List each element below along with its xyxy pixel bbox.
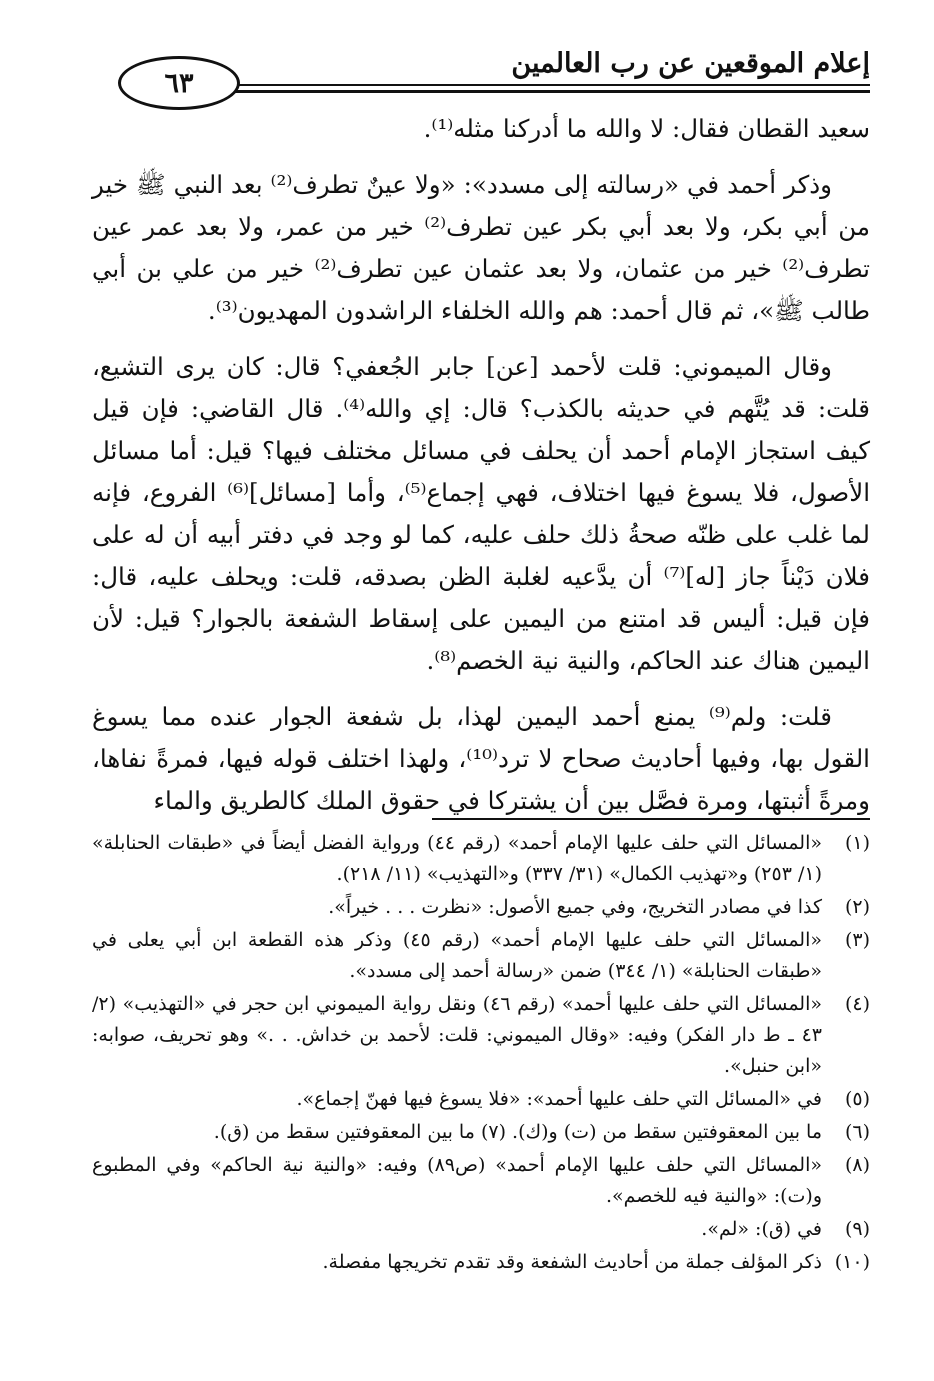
footnote-number: (١٠) xyxy=(834,1251,870,1273)
running-title: إعلام الموقعين عن رب العالمين xyxy=(511,48,870,79)
footnote xyxy=(92,925,870,987)
footnote-text: ما بين المعقوفتين سقط من (ت) و(ك). (٧) ما بين المعقوفتين سقط من (ق). xyxy=(213,1121,822,1143)
footnote xyxy=(92,1084,870,1115)
footnotes xyxy=(92,828,870,1280)
footnote xyxy=(92,892,870,923)
footnote xyxy=(92,989,870,1082)
footnote-text: «المسائل التي حلف عليها الإمام أحمد» (رقم ٤٥) وذكر هذه القطعة ابن أبي يعلى في «طبقات الحنابلة» (١/ ٣٤٤) ضمن «رسالة أحمد إلى مسدد». xyxy=(92,929,823,982)
footnote xyxy=(92,1214,870,1245)
footnote-text: «المسائل التي حلف عليها أحمد» (رقم ٤٦) ونقل رواية الميموني ابن حجر في «التهذيب» (٢/ ٤٣ ـ ط دار الفكر) وفيه: «وقال الميموني: قلت: لأحمد بن خداش. . .» وهو تحريف، صوابه: «ابن حنبل». xyxy=(92,993,823,1077)
footnote-number: (٣) xyxy=(844,929,870,951)
footnote-number: (١) xyxy=(844,832,870,854)
main-text xyxy=(92,108,870,836)
footnote-number: (٥) xyxy=(844,1088,870,1110)
paragraph: سعيد القطان فقال: لا والله ما أدركنا مثله⁽¹⁾. xyxy=(423,114,870,143)
footnote xyxy=(92,1117,870,1148)
paragraph: وقال الميموني: قلت لأحمد [عن] جابر الجُعفي؟ قال: كان يرى التشيع، قلت: قد يُتَّهم في حديثه بالكذب؟ قال: إي والله⁽⁴⁾. قال القاضي: فإن قيل كيف استجاز الإمام أحمد أن يحلف في مسائل مختلف فيها؟ قيل: أما مسائل الأصول، فلا يسوغ فيها اختلاف، فهي إجماع⁽⁵⁾، وأما [مسائل]⁽⁶⁾ الفروع، فإنه لما غلب على ظنّه صحةُ ذلك حلف عليه، كما لو وجد في دفتر أبيه أن له على فلان دَيْناً جاز [له]⁽⁷⁾ أن يدَّعيه لغلبة الظن بصدقه، قلت: ويحلف عليه، قال: فإن قيل: أليس قد امتنع من اليمين على إسقاط الشفعة بالجوار؟ قيل: لأن اليمين هناك عند الحاكم، والنية نية الخصم⁽⁸⁾. xyxy=(92,352,871,675)
paragraph: وذكر أحمد في «رسالته إلى مسدد»: «ولا عينٌ تطرف⁽²⁾ بعد النبي ﷺ خير من أبي بكر، ولا بعد أبي بكر عين تطرف⁽²⁾ خير من عمر، ولا بعد عمر عين تطرف⁽²⁾ خير من عثمان، ولا بعد عثمان عين تطرف⁽²⁾ خير من علي بن أبي طالب ﷺ»، ثم قال أحمد: هم والله الخلفاء الراشدون المهديون⁽³⁾. xyxy=(92,170,871,325)
paragraph: قلت: ولم⁽⁹⁾ يمنع أحمد اليمين لهذا، بل شفعة الجوار عنده مما يسوغ القول بها، وفيها أحاديث صحاح لا ترد⁽¹⁰⁾، ولهذا اختلف قوله فيها، فمرةً نفاها، ومرةً أثبتها، ومرة فصَّل بين أن يشتركا في حقوق الملك كالطريق والماء xyxy=(92,702,870,815)
footnote-number: (٤) xyxy=(844,993,870,1015)
footnote-text: في (ق): «لم». xyxy=(701,1218,822,1240)
footnote-separator xyxy=(432,818,870,820)
footnote xyxy=(92,828,870,890)
footnote-text: «المسائل التي حلف عليها الإمام أحمد» (رقم ٤٤) ورواية الفضل أيضاً في «طبقات الحنابلة» (١/ ٢٥٣) و«تهذيب الكمال» (٣١/ ٣٣٧) و«التهذيب» (١١/ ٢١٨). xyxy=(92,832,822,885)
footnote-number: (٩) xyxy=(844,1218,870,1240)
header-rule xyxy=(132,84,870,86)
footnote-text: في «المسائل التي حلف عليها أحمد»: «فلا يسوغ فيها فهنّ إجماع». xyxy=(296,1088,822,1110)
footnote-text: كذا في مصادر التخريج، وفي جميع الأصول: «نظرت . . . خيراً». xyxy=(328,896,822,918)
footnote-number: (٢) xyxy=(844,896,870,918)
footnote-number: (٦) xyxy=(844,1121,870,1143)
header-rule-thick xyxy=(132,90,870,93)
footnote-text: ذكر المؤلف جملة من أحاديث الشفعة وقد تقدم تخريجها مفصلة. xyxy=(322,1251,822,1273)
page-header xyxy=(92,44,870,106)
footnote-number: (٨) xyxy=(844,1154,870,1176)
footnote xyxy=(92,1150,870,1212)
page-number: ٦٣ xyxy=(164,67,194,99)
page-number-badge xyxy=(118,56,240,110)
footnote-text: «المسائل التي حلف عليها الإمام أحمد» (ص٨٩) وفيه: «والنية نية الحاكم» وفي المطبوع و(ت): «والنية فيه للخصم». xyxy=(92,1154,822,1207)
footnote xyxy=(92,1247,870,1278)
